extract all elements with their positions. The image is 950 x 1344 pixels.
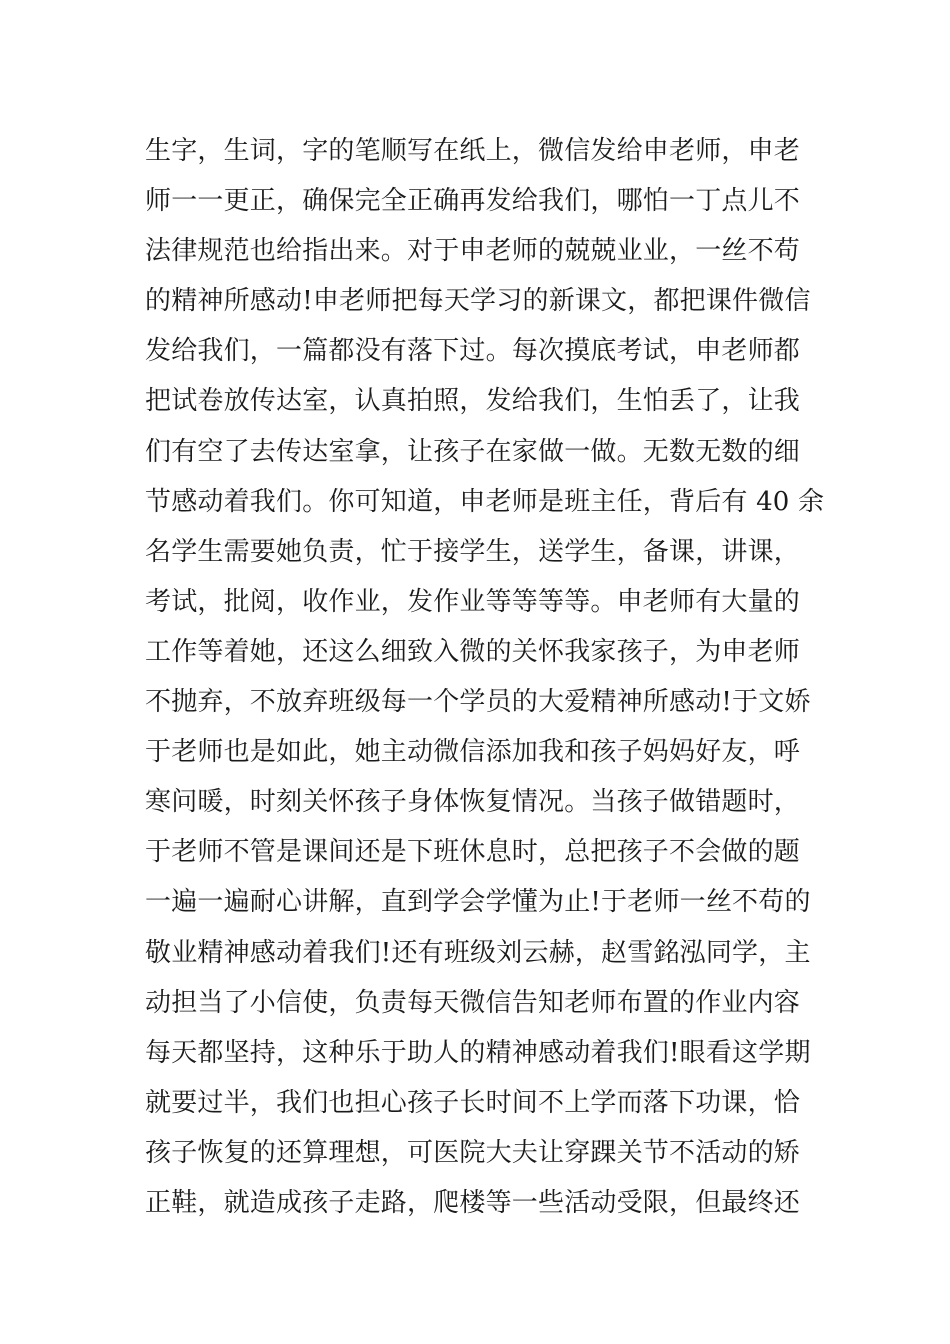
text-line: 名学生需要她负责，忙于接学生，送学生，备课，讲课，	[145, 536, 801, 567]
text-line: 不抛弃，不放弃班级每一个学员的大爱精神所感动!于文娇	[145, 687, 811, 718]
text-line: 寒问暖，时刻关怀孩子身体恢复情况。当孩子做错题时，	[145, 787, 801, 818]
text-line: 师一一更正，确保完全正确再发给我们，哪怕一丁点儿不	[145, 186, 801, 217]
text-line: 每天都坚持，这种乐于助人的精神感动着我们!眼看这学期	[145, 1037, 811, 1068]
text-line: 考试，批阅，收作业，发作业等等等等。申老师有大量的	[145, 586, 801, 617]
text-line: 一遍一遍耐心讲解，直到学会学懂为止!于老师一丝不苟的	[145, 887, 811, 918]
text-line: 发给我们，一篇都没有落下过。每次摸底考试，申老师都	[145, 336, 801, 367]
text-line: 孩子恢复的还算理想，可医院大夫让穿踝关节不活动的矫	[145, 1137, 801, 1168]
text-line: 法律规范也给指出来。对于申老师的兢兢业业，一丝不苟	[145, 236, 801, 267]
body-text	[145, 126, 825, 1228]
text-line: 敬业精神感动着我们!还有班级刘云赫，赵雪銘泓同学，主	[145, 937, 811, 968]
text-line: 们有空了去传达室拿，让孩子在家做一做。无数无数的细	[145, 436, 801, 467]
text-line: 的精神所感动!申老师把每天学习的新课文，都把课件微信	[145, 286, 811, 317]
text-line: 于老师不管是课间还是下班休息时，总把孩子不会做的题	[145, 837, 801, 868]
text-line: 就要过半，我们也担心孩子长时间不上学而落下功课，恰	[145, 1087, 801, 1118]
text-line: 生字，生词，字的笔顺写在纸上，微信发给申老师，申老	[145, 136, 801, 166]
text-line: 把试卷放传达室，认真拍照，发给我们，生怕丢了，让我	[145, 386, 801, 417]
text-line: 正鞋，就造成孩子走路，爬楼等一些活动受限，但最终还	[145, 1187, 801, 1218]
text-line: 节感动着我们。你可知道，申老师是班主任，背后有 40 余	[145, 486, 825, 517]
text-line: 动担当了小信使，负责每天微信告知老师布置的作业内容	[145, 987, 801, 1018]
text-line: 工作等着她，还这么细致入微的关怀我家孩子，为申老师	[145, 636, 801, 667]
text-line: 于老师也是如此，她主动微信添加我和孩子妈妈好友，呼	[145, 737, 801, 768]
